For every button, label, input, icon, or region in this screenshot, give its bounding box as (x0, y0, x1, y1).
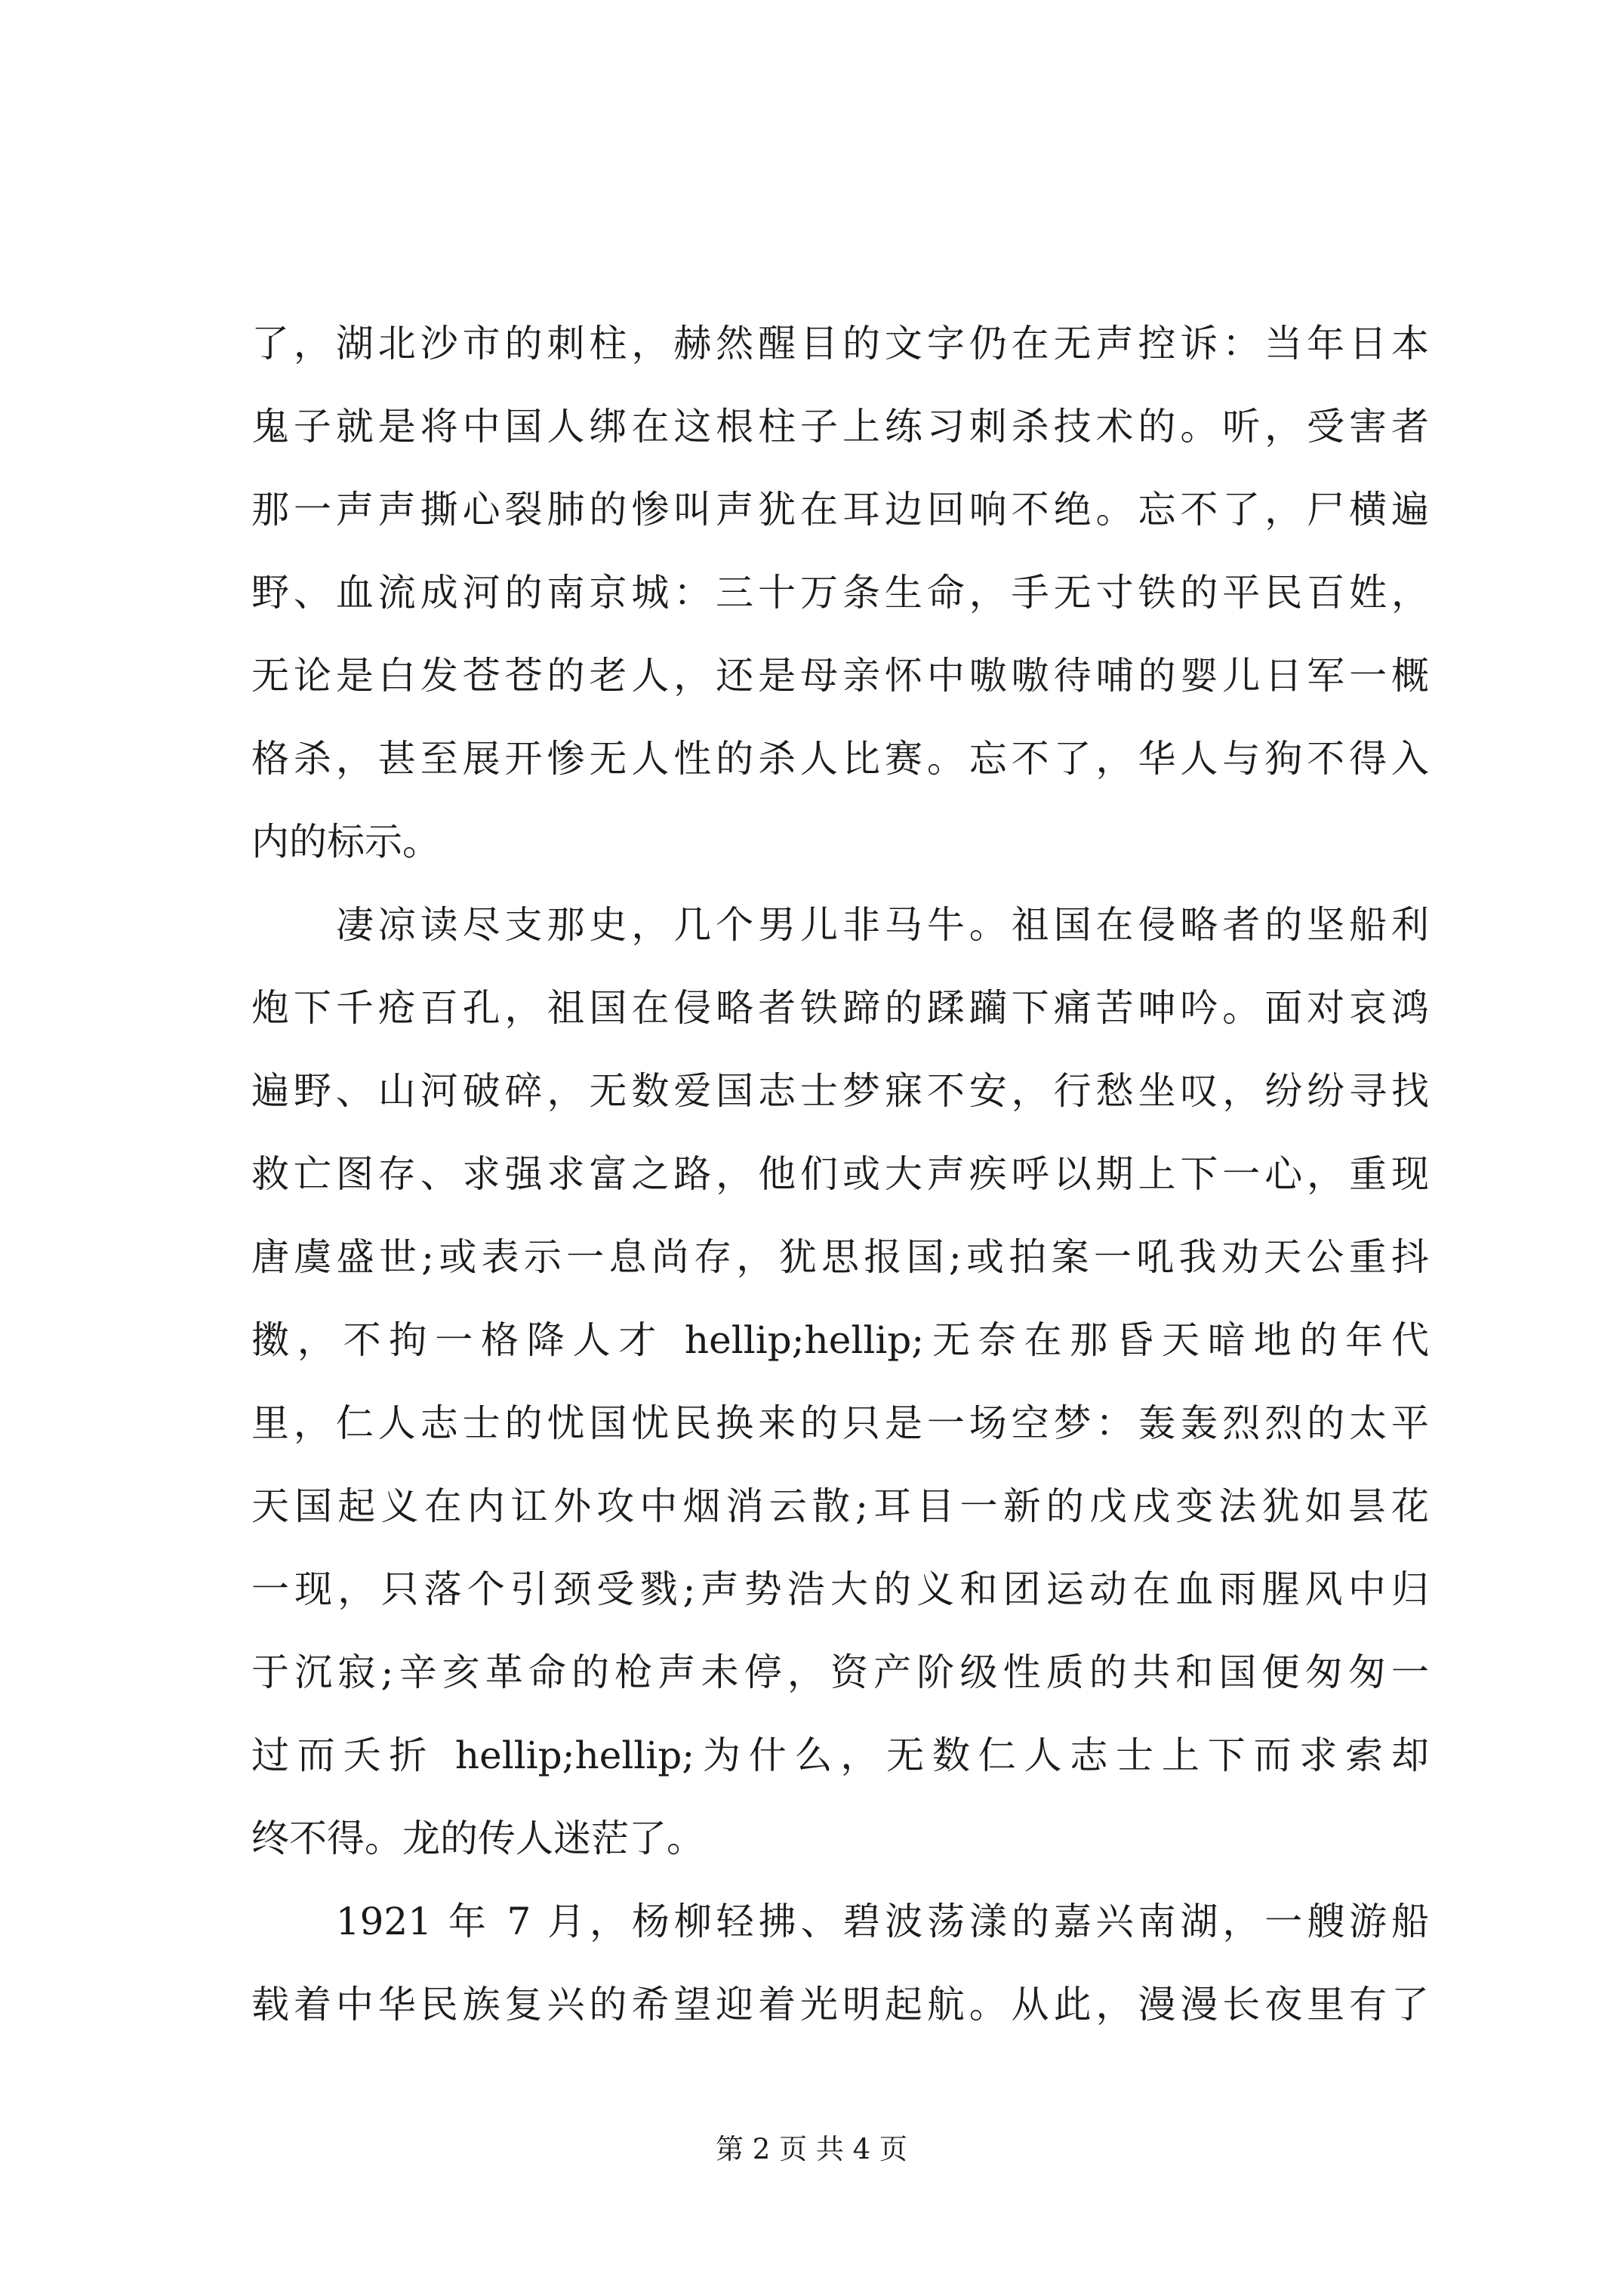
page-number-footer: 第 2 页 共 4 页 (716, 2133, 907, 2165)
text-line: 鬼子就是将中国人绑在这根柱子上练习刺杀技术的。听，受害者 (251, 405, 1429, 448)
text-line: 一现，只落个引颈受戮;声势浩大的义和团运动在血雨腥风中归 (251, 1567, 1429, 1611)
text-line: 凄凉读尽支那史，几个男儿非马牛。祖国在侵略者的坚船利 (251, 903, 1429, 947)
text-line: 遍野、山河破碎，无数爱国志士梦寐不安，行愁坐叹，纷纷寻找 (251, 1069, 1429, 1113)
text-line: 于沉寂;辛亥革命的枪声未停，资产阶级性质的共和国便匆匆一 (251, 1650, 1429, 1694)
text-line: 载着中华民族复兴的希望迎着光明起航。从此，漫漫长夜里有了 (251, 1983, 1429, 2026)
text-line: 那一声声撕心裂肺的惨叫声犹在耳边回响不绝。忘不了，尸横遍 (251, 488, 1429, 532)
text-line: 野、血流成河的南京城：三十万条生命，手无寸铁的平民百姓， (251, 571, 1429, 615)
text-line: 擞，不拘一格降人才 hellip;hellip;无奈在那昏天暗地的年代 (251, 1318, 1429, 1362)
text-line: 天国起义在内讧外攻中烟消云散;耳目一新的戊戌变法犹如昙花 (251, 1484, 1429, 1528)
text-line: 救亡图存、求强求富之路，他们或大声疾呼以期上下一心，重现 (251, 1152, 1429, 1196)
text-line: 1921 年 7 月，杨柳轻拂、碧波荡漾的嘉兴南湖，一艘游船 (251, 1900, 1429, 1943)
text-line: 无论是白发苍苍的老人，还是母亲怀中嗷嗷待哺的婴儿日军一概 (251, 654, 1429, 698)
text-line: 内的标示。 (251, 820, 440, 864)
text-line: 格杀，甚至展开惨无人性的杀人比赛。忘不了，华人与狗不得入 (251, 737, 1429, 781)
text-line: 里，仁人志士的忧国忧民换来的只是一场空梦：轰轰烈烈的太平 (251, 1401, 1429, 1445)
body-text (251, 302, 1429, 2046)
text-line: 了，湖北沙市的刺柱，赫然醒目的文字仍在无声控诉：当年日本 (251, 322, 1429, 365)
text-line: 过而夭折 hellip;hellip;为什么，无数仁人志士上下而求索却 (251, 1734, 1429, 1777)
text-line: 炮下千疮百孔，祖国在侵略者铁蹄的蹂躏下痛苦呻吟。面对哀鸿 (251, 986, 1429, 1030)
text-line: 唐虞盛世;或表示一息尚存，犹思报国;或拍案一吼我劝天公重抖 (251, 1235, 1429, 1279)
text-line: 终不得。龙的传人迷茫了。 (251, 1817, 704, 1860)
